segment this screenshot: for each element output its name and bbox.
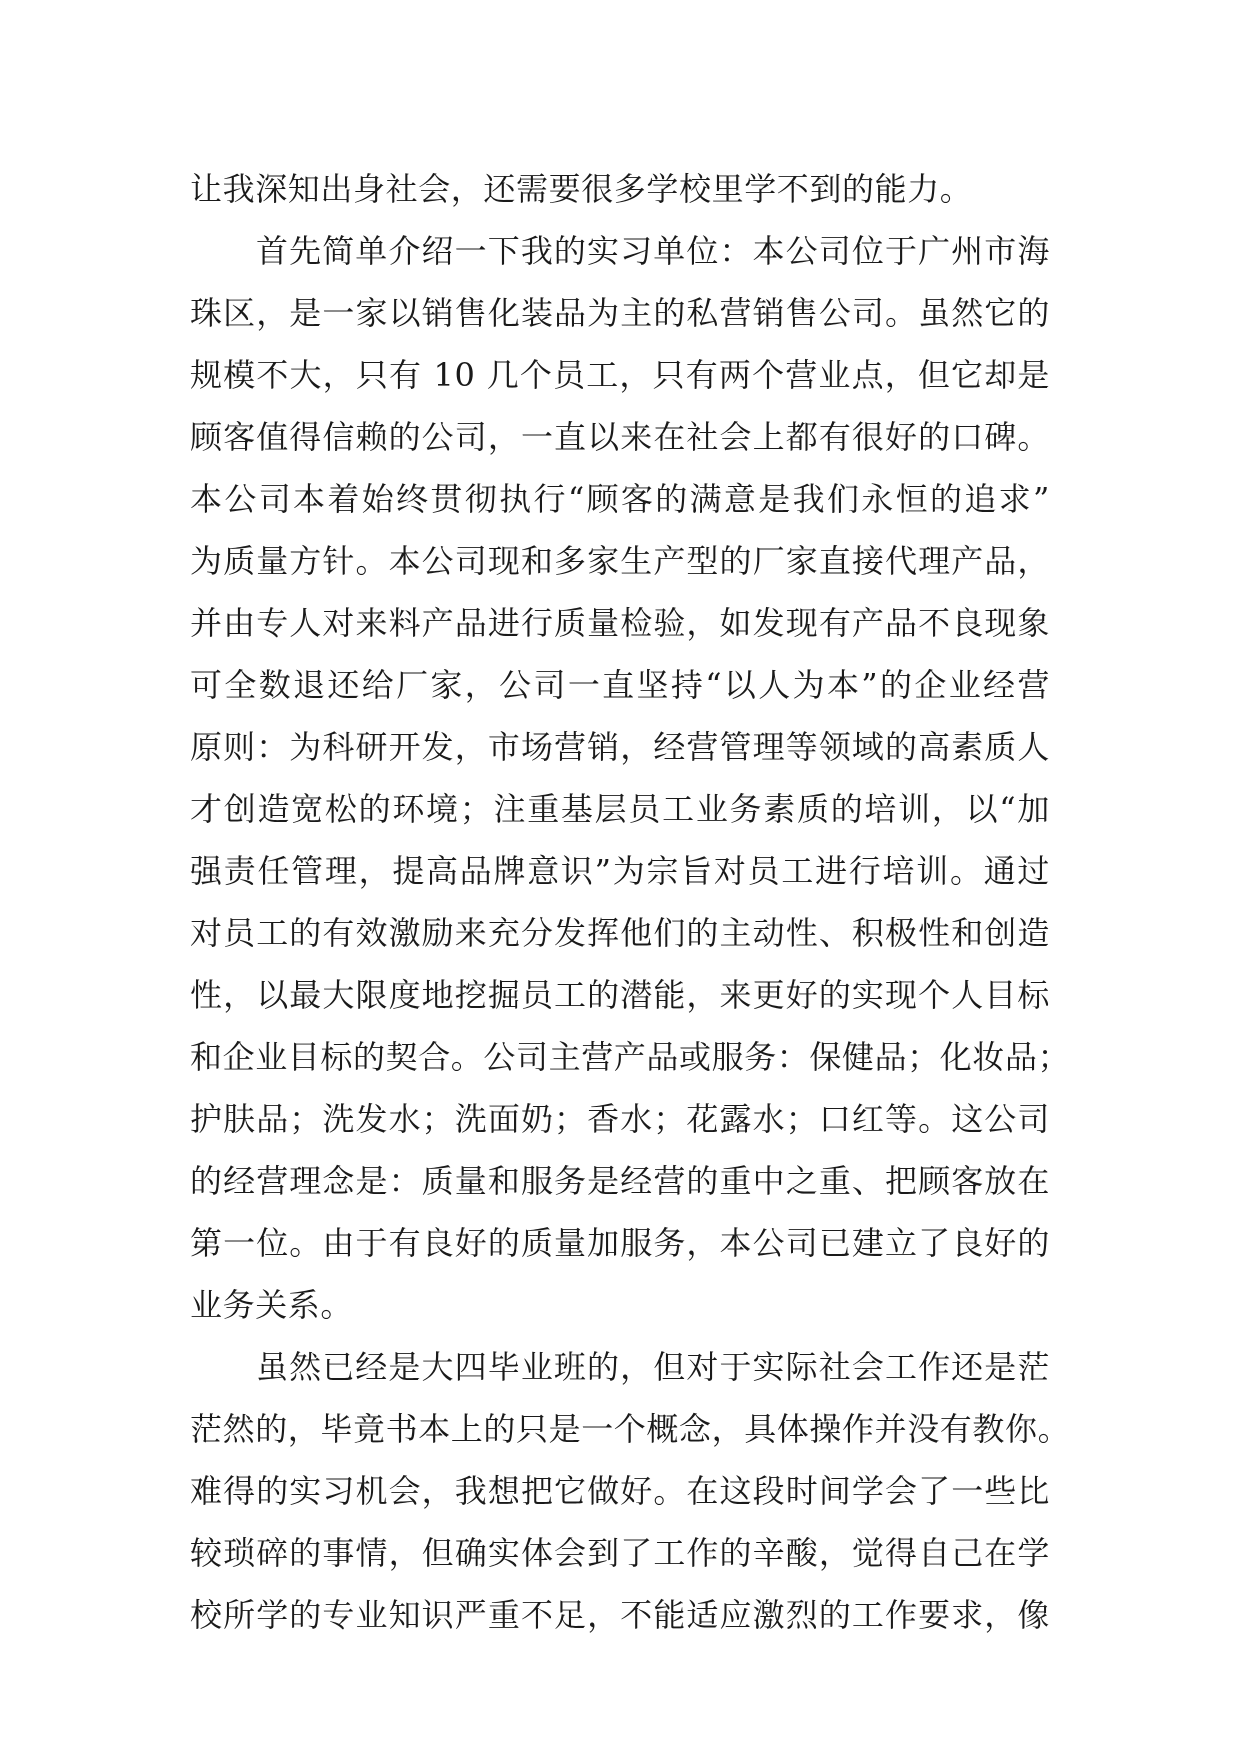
paragraph-2 bbox=[190, 220, 1071, 1336]
text-line: 原则：为科研开发，市场营销，经营管理等领域的高素质人 bbox=[190, 728, 1050, 766]
text-line: 第一位。由于有良好的质量加服务，本公司已建立了良好的 bbox=[190, 1224, 1050, 1262]
text-line: 的经营理念是：质量和服务是经营的重中之重、把顾客放在 bbox=[190, 1162, 1050, 1200]
text-line: 对员工的有效激励来充分发挥他们的主动性、积极性和创造 bbox=[190, 914, 1050, 952]
text-line: 性，以最大限度地挖掘员工的潜能，来更好的实现个人目标 bbox=[190, 976, 1050, 1014]
paragraph-1 bbox=[190, 158, 1050, 220]
text-line: 难得的实习机会，我想把它做好。在这段时间学会了一些比 bbox=[190, 1472, 1050, 1510]
text-line: 本公司本着始终贯彻执行“顾客的满意是我们永恒的追求” bbox=[190, 480, 1050, 518]
text-line: 较琐碎的事情，但确实体会到了工作的辛酸，觉得自己在学 bbox=[190, 1534, 1050, 1572]
document-page bbox=[190, 158, 1071, 1646]
text-line: 规模不大，只有 10 几个员工，只有两个营业点，但它却是 bbox=[190, 356, 1050, 394]
text-line: 业务关系。 bbox=[190, 1286, 354, 1324]
text-line: 才创造宽松的环境；注重基层员工业务素质的培训，以“加 bbox=[190, 790, 1050, 828]
text-line: 可全数退还给厂家，公司一直坚持“以人为本”的企业经营 bbox=[190, 666, 1050, 704]
text-line: 并由专人对来料产品进行质量检验，如发现有产品不良现象 bbox=[190, 604, 1050, 642]
text-line: 虽然已经是大四毕业班的，但对于实际社会工作还是茫 bbox=[256, 1348, 1050, 1386]
text-line: 珠区，是一家以销售化装品为主的私营销售公司。虽然它的 bbox=[190, 294, 1050, 332]
text-line: 为质量方针。本公司现和多家生产型的厂家直接代理产品， bbox=[190, 542, 1050, 580]
text-line: 和企业目标的契合。公司主营产品或服务：保健品；化妆品； bbox=[190, 1038, 1071, 1076]
text-line: 强责任管理，提高品牌意识”为宗旨对员工进行培训。通过 bbox=[190, 852, 1050, 890]
text-line: 顾客值得信赖的公司，一直以来在社会上都有很好的口碑。 bbox=[190, 418, 1050, 456]
paragraph-3 bbox=[190, 1336, 1071, 1646]
text-line: 校所学的专业知识严重不足，不能适应激烈的工作要求，像 bbox=[190, 1596, 1050, 1634]
text-line: 护肤品；洗发水；洗面奶；香水；花露水；口红等。这公司 bbox=[190, 1100, 1050, 1138]
text-line: 茫然的，毕竟书本上的只是一个概念，具体操作并没有教你。 bbox=[190, 1410, 1071, 1448]
text-line: 首先简单介绍一下我的实习单位：本公司位于广州市海 bbox=[256, 232, 1050, 270]
text-line: 让我深知出身社会，还需要很多学校里学不到的能力。 bbox=[190, 170, 973, 208]
